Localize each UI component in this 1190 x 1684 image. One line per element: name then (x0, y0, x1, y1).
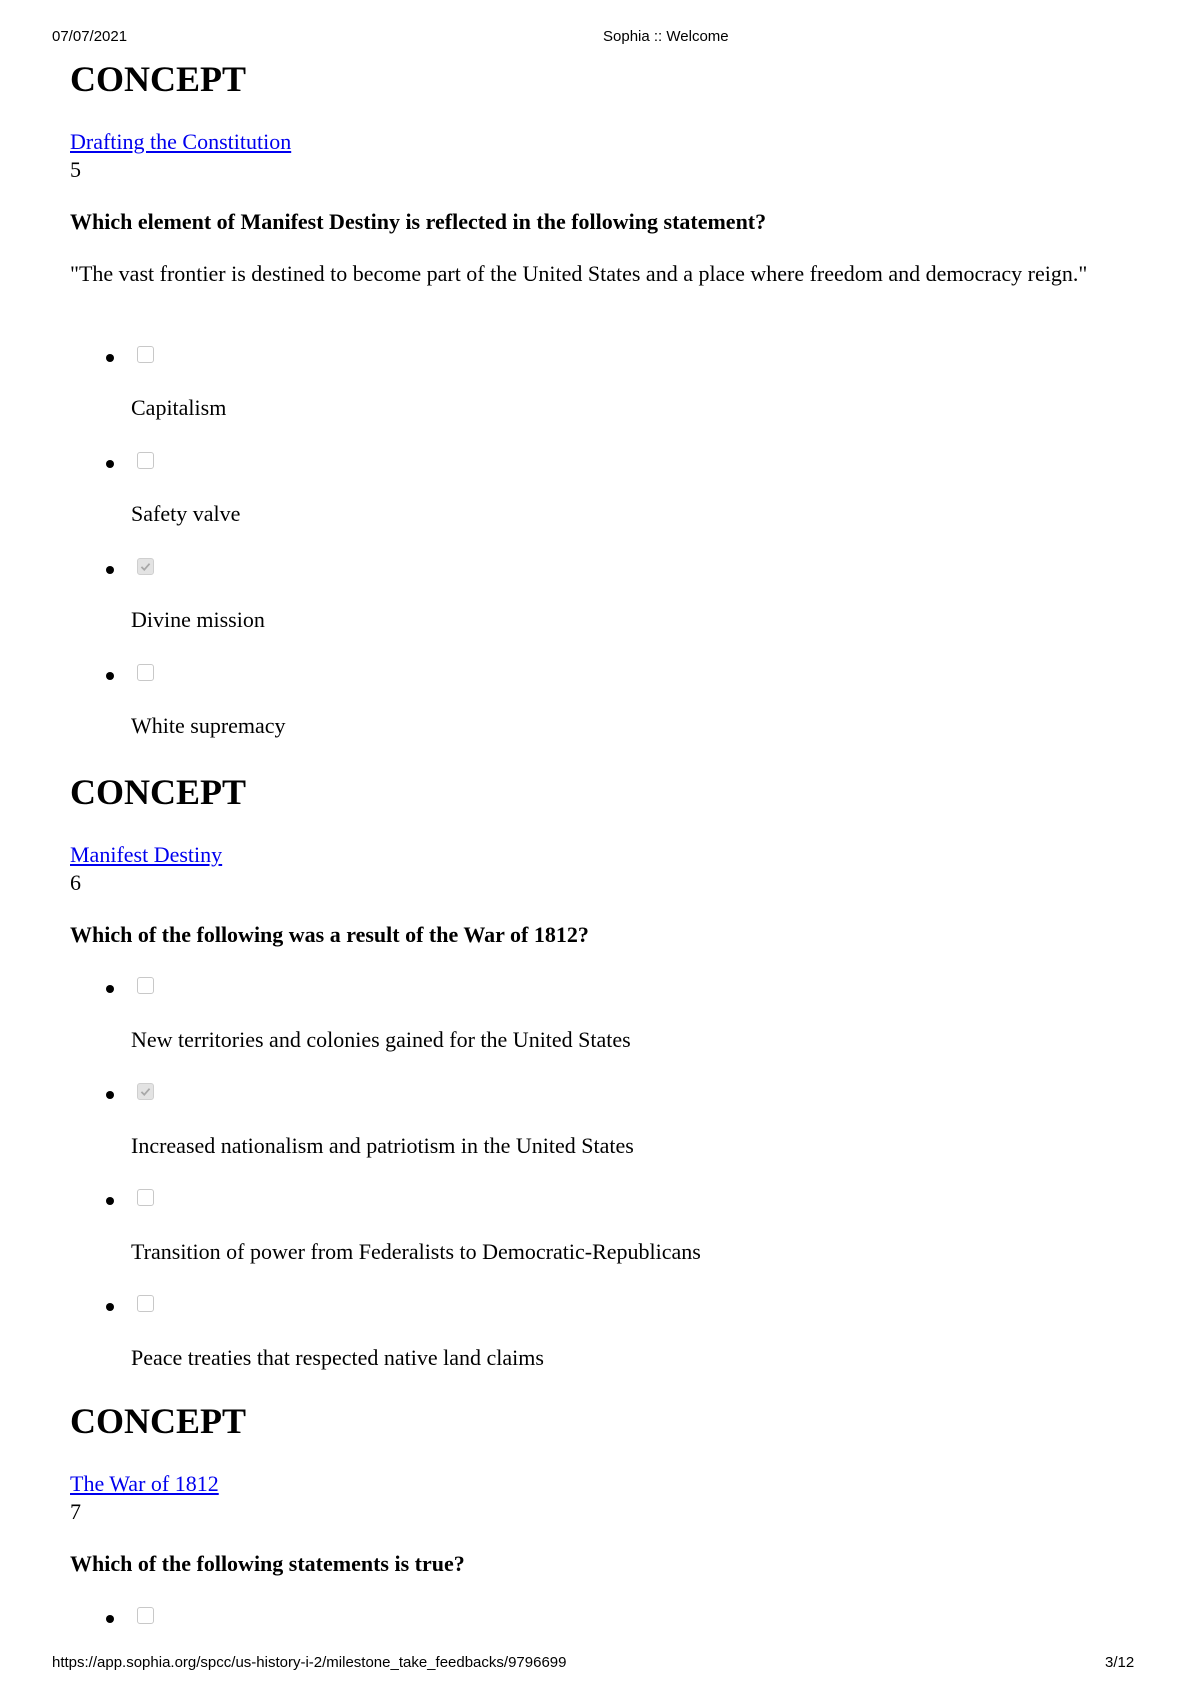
question-number: 7 (70, 1499, 81, 1524)
question-statement: "The vast frontier is destined to become part of the United States and a place where freedom and democracy reign." (70, 261, 1088, 286)
question-number: 6 (70, 870, 81, 895)
concept-heading: CONCEPT (70, 1401, 247, 1441)
question-text: Which of the following was a result of the War of 1812? (70, 922, 589, 947)
answer-checkbox-checked[interactable] (137, 1083, 154, 1100)
answer-checkbox[interactable] (137, 1189, 154, 1206)
answer-checkbox[interactable] (137, 452, 154, 469)
answer-option: Divine mission (131, 607, 265, 632)
question-text: Which of the following statements is true? (70, 1551, 465, 1576)
answer-option: New territories and colonies gained for the United States (131, 1027, 631, 1052)
answer-checkbox[interactable] (137, 1295, 154, 1312)
question-text: Which element of Manifest Destiny is reflected in the following statement? (70, 209, 767, 234)
bullet (106, 566, 114, 574)
bullet (106, 1303, 114, 1311)
answer-option: Transition of power from Federalists to Democratic-Republicans (131, 1239, 701, 1264)
bullet (106, 460, 114, 468)
page-number: 3/12 (1105, 1654, 1135, 1671)
bullet (106, 354, 114, 362)
concept-heading: CONCEPT (70, 59, 247, 99)
print-date: 07/07/2021 (52, 28, 128, 45)
answer-option: Safety valve (131, 501, 241, 526)
bullet (106, 672, 114, 680)
bullet (106, 1197, 114, 1205)
concept-link-drafting-constitution[interactable]: Drafting the Constitution (70, 129, 292, 154)
question-number: 5 (70, 157, 81, 182)
bullet (106, 985, 114, 993)
bullet (106, 1091, 114, 1099)
answer-checkbox[interactable] (137, 977, 154, 994)
checkmark-icon (139, 560, 152, 573)
answer-checkbox[interactable] (137, 664, 154, 681)
print-title: Sophia :: Welcome (603, 28, 729, 45)
answer-checkbox[interactable] (137, 1607, 154, 1624)
page-url: https://app.sophia.org/spcc/us-history-i-2/milestone_take_feedbacks/9796699 (52, 1654, 567, 1671)
checkmark-icon (139, 1085, 152, 1098)
answer-option: Increased nationalism and patriotism in the United States (131, 1133, 634, 1158)
answer-option: Capitalism (131, 395, 227, 420)
concept-heading: CONCEPT (70, 772, 247, 812)
concept-link-war-of-1812[interactable]: The War of 1812 (70, 1471, 219, 1496)
concept-link-manifest-destiny[interactable]: Manifest Destiny (70, 842, 223, 867)
answer-checkbox[interactable] (137, 346, 154, 363)
answer-checkbox-checked[interactable] (137, 558, 154, 575)
answer-option: White supremacy (131, 713, 286, 738)
answer-option: Peace treaties that respected native land claims (131, 1345, 544, 1370)
bullet (106, 1615, 114, 1623)
